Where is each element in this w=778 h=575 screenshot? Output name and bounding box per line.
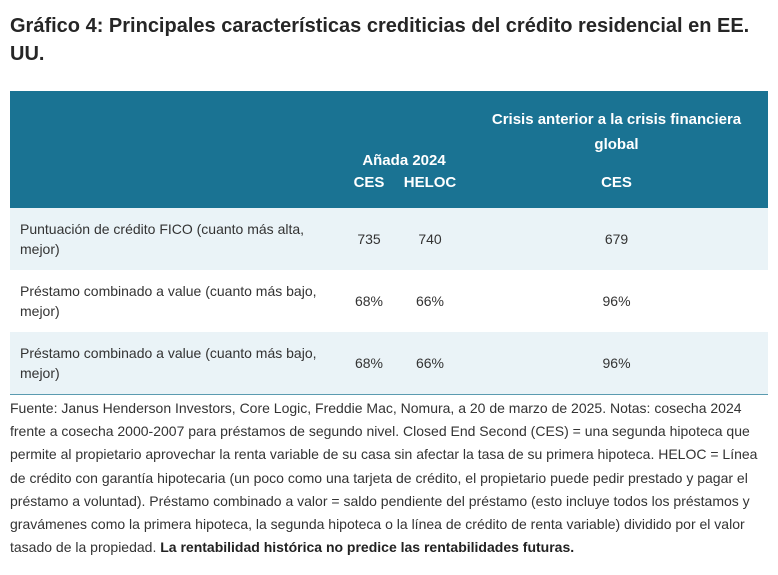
table-sub-header-row — [10, 172, 768, 208]
cell-ces-2024: 735 — [343, 208, 395, 270]
empty-sub-header-cell — [10, 172, 343, 208]
cell-heloc-2024: 740 — [395, 208, 465, 270]
cell-ces-crisis: 96% — [602, 293, 631, 309]
table-row — [10, 208, 768, 270]
cell-ces-2024: 68% — [354, 293, 384, 309]
cell-ces-2024: 68% — [343, 332, 395, 394]
source-notes — [10, 397, 768, 559]
sub-header-heloc-2024: HELOC — [395, 172, 465, 208]
row-label: Préstamo combinado a value (cuanto más bajo, mejor) — [10, 332, 343, 394]
empty-header-cell — [10, 91, 343, 172]
credit-characteristics-table — [10, 91, 768, 395]
group-header-vintage-2024: Añada 2024 — [343, 91, 465, 172]
sub-header-ces-crisis: CES — [465, 172, 768, 208]
row-label: Puntuación de crédito FICO (cuanto más alta, mejor) — [10, 208, 343, 270]
sub-header-ces-2024: CES — [343, 172, 395, 208]
row-label: Préstamo combinado a value (cuanto más bajo, mejor) — [20, 283, 317, 319]
disclaimer-bold: La rentabilidad histórica no predice las rentabilidades futuras. — [160, 539, 575, 556]
notes-text: Fuente: Janus Henderson Investors, Core Logic, Freddie Mac, Nomura, a 20 de marzo de 2025. Notas: cosecha 2024 frente a cosecha 2000-2007 para préstamos de segundo nivel. Closed End Second (CES) = una segunda hipoteca que permite al propietario aprovechar la renta variable de su casa sin afectar la tasa de su primera hipoteca. HELOC = Línea de crédito con garantía hipotecaria (un poco como una tarjeta de crédito, el propietario puede pedir prestado y pagar el préstamo a voluntad). Préstamo combinado a valor = saldo pendiente del préstamo (esto incluye todos los préstamos y gravámenes como la primera hipoteca, la segunda hipoteca o la línea de crédito de renta variable) dividido por el valor tasado de la propiedad. — [10, 400, 758, 556]
page-title: Gráfico 4: Principales características crediticias del crédito residencial en EE. UU. — [10, 15, 750, 65]
cell-heloc-2024: 66% — [395, 332, 465, 394]
cell-heloc-2024: 66% — [415, 293, 445, 309]
table-row — [10, 332, 768, 394]
cell-ces-crisis: 679 — [465, 208, 768, 270]
cell-ces-crisis: 96% — [465, 332, 768, 394]
table-row — [10, 270, 768, 332]
table-group-header-row — [10, 91, 768, 172]
group-header-pre-gfc: Crisis anterior a la crisis financiera global — [465, 91, 768, 172]
